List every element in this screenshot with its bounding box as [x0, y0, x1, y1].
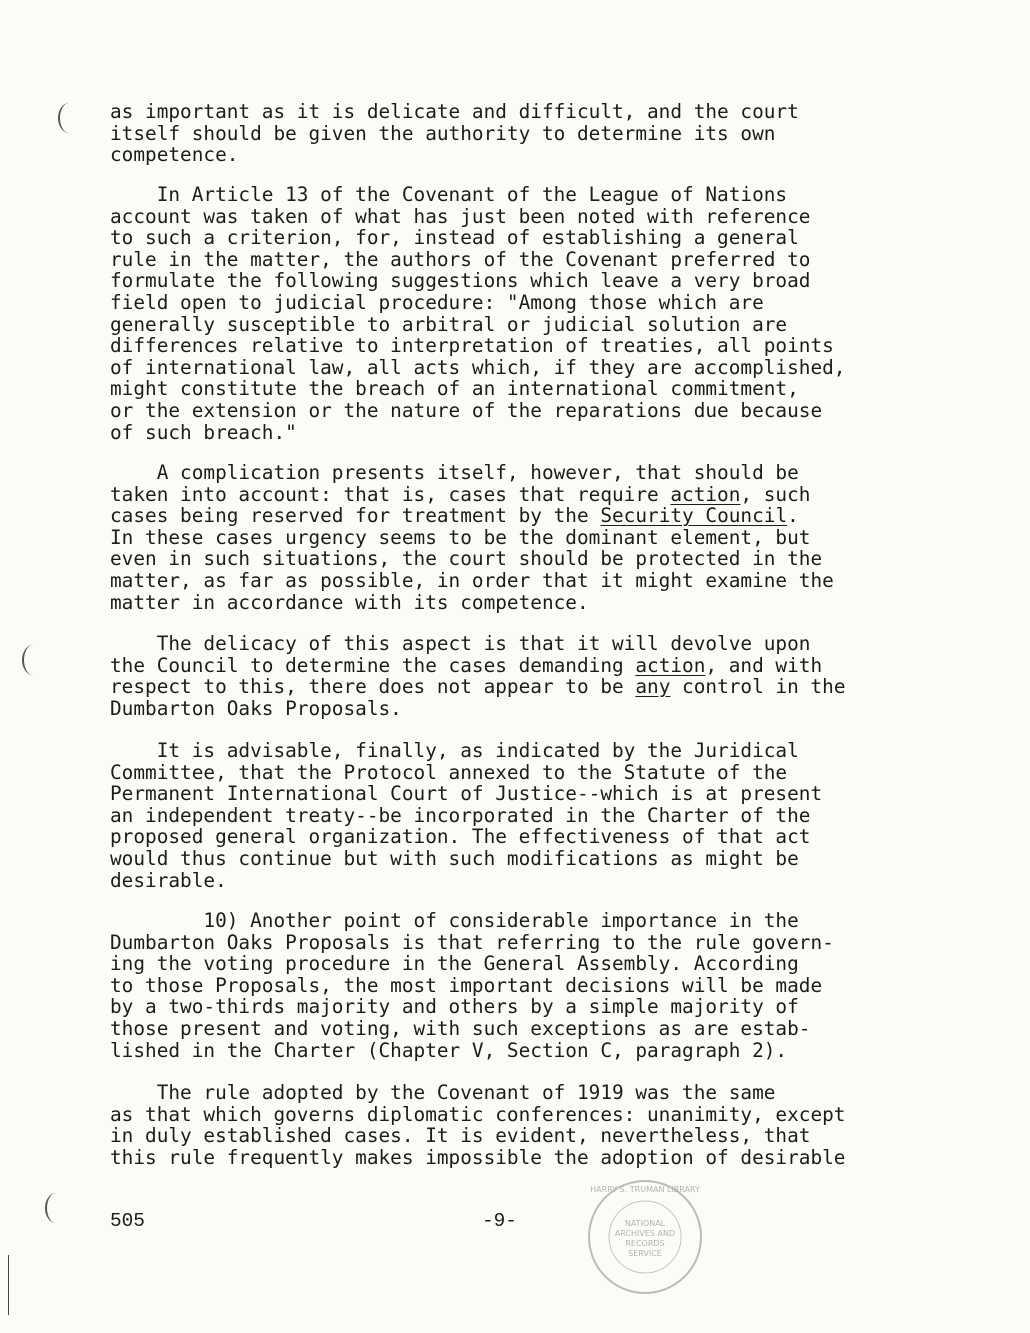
text-line: matter, as far as possible, in order that it might examine the [110, 568, 834, 592]
paragraph-complication [110, 462, 920, 613]
punch-hole-bottom [45, 1193, 67, 1223]
text-line: Dumbarton Oaks Proposals is that referring to the rule govern- [110, 930, 834, 954]
stamp-line-archives: ARCHIVES AND [614, 1229, 676, 1238]
text-line: respect to this, there does not appear to be any control in the [110, 675, 846, 699]
text-line: 10) Another point of considerable importance in the [110, 909, 799, 932]
text-line: A complication presents itself, however, that should be [110, 461, 799, 484]
text-line: those present and voting, with such exceptions as are estab- [110, 1016, 811, 1040]
text-line: of international law, all acts which, if they are accomplished, [110, 355, 846, 379]
text-line: ing the voting procedure in the General Assembly. According [110, 952, 799, 976]
stamp-line-records: RECORDS [625, 1239, 665, 1248]
text-line: of such breach." [110, 420, 297, 444]
text-line: proposed general organization. The effectiveness of that act [110, 825, 811, 849]
stamp-line-service: SERVICE [628, 1249, 662, 1258]
paragraph-protocol [110, 740, 920, 891]
text-line: this rule frequently makes impossible the adoption of desirable [110, 1145, 846, 1169]
paragraph-voting-procedure [110, 910, 920, 1061]
text-line: cases being reserved for treatment by the Security Council. [110, 504, 799, 528]
text-line: account was taken of what has just been noted with reference [110, 204, 811, 228]
text-line: In Article 13 of the Covenant of the League of Nations [110, 183, 788, 206]
text-line: might constitute the breach of an international commitment, [110, 377, 799, 401]
text-line: to such a criterion, for, instead of establishing a general [110, 226, 799, 250]
paragraph-covenant-rule [110, 1082, 920, 1168]
text-line: even in such situations, the court should be protected in the [110, 547, 823, 571]
paragraph-continuation [110, 101, 920, 166]
text-line: Committee, that the Protocol annexed to the Statute of the [110, 760, 788, 784]
text-line: Dumbarton Oaks Proposals. [110, 696, 402, 720]
text-line: desirable. [110, 868, 227, 892]
punch-hole-middle [22, 645, 44, 675]
punch-hole-top [58, 103, 80, 133]
stamp-line-national: NATIONAL [624, 1219, 666, 1228]
text-line: The rule adopted by the Covenant of 1919 was the same [110, 1081, 776, 1104]
paragraph-article-13 [110, 184, 920, 443]
stamp-line-library: HARRY S. TRUMAN LIBRARY [590, 1185, 700, 1194]
document-number: 505 [110, 1210, 145, 1232]
text-line: itself should be given the authority to determine its own [110, 121, 776, 145]
text-line: competence. [110, 143, 239, 167]
text-line: or the extension or the nature of the reparations due because [110, 398, 823, 422]
text-line: as that which governs diplomatic conferences: unanimity, except [110, 1102, 846, 1126]
text-line: lished in the Charter (Chapter V, Section C, paragraph 2). [110, 1038, 788, 1062]
text-line: generally susceptible to arbitral or judicial solution are [110, 312, 788, 336]
text-line: taken into account: that is, cases that require action, such [110, 482, 811, 506]
text-line: as important as it is delicate and difficult, and the court [110, 100, 799, 123]
text-line: It is advisable, finally, as indicated by the Juridical [110, 739, 799, 762]
text-line: to those Proposals, the most important decisions will be made [110, 973, 823, 997]
text-line: in duly established cases. It is evident, nevertheless, that [110, 1124, 811, 1148]
text-line: would thus continue but with such modifications as might be [110, 846, 799, 870]
text-line: In these cases urgency seems to be the dominant element, but [110, 525, 811, 549]
archive-stamp [585, 1177, 705, 1297]
text-line: The delicacy of this aspect is that it will devolve upon [110, 632, 811, 655]
paragraph-delicacy [110, 633, 920, 719]
text-line: formulate the following suggestions which leave a very broad [110, 269, 811, 293]
text-line: matter in accordance with its competence. [110, 590, 589, 614]
text-line: an independent treaty--be incorporated in the Charter of the [110, 803, 811, 827]
page-edge-mark [8, 1255, 9, 1315]
page-number: -9- [482, 1210, 517, 1232]
text-line: differences relative to interpretation of treaties, all points [110, 334, 834, 358]
text-line: the Council to determine the cases demanding action, and with [110, 653, 823, 677]
text-line: field open to judicial procedure: "Among those which are [110, 290, 764, 314]
text-line: by a two-thirds majority and others by a simple majority of [110, 995, 799, 1019]
text-line: rule in the matter, the authors of the Covenant preferred to [110, 247, 811, 271]
text-line: Permanent International Court of Justice--which is at present [110, 782, 823, 806]
